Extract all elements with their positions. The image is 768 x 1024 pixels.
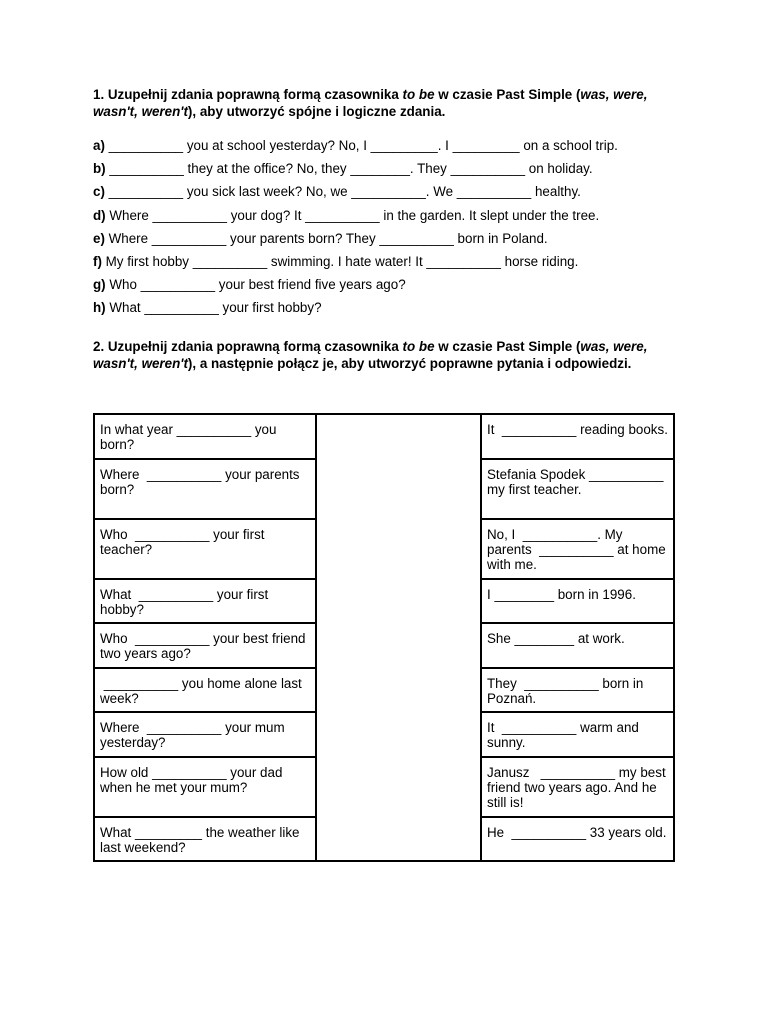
answer-cell bbox=[481, 459, 674, 519]
exercise1-heading bbox=[93, 86, 683, 120]
question-text: Who __________ your best friend two years ago? bbox=[100, 631, 310, 662]
question-cell bbox=[94, 623, 316, 668]
item-label: h) bbox=[93, 300, 106, 316]
ex2-heading-part: 2. Uzupełnij zdania poprawną formą czasownika bbox=[93, 338, 403, 354]
ex1-heading-part: w czasie Past Simple ( bbox=[434, 87, 581, 102]
answer-text: He __________ 33 years old. bbox=[487, 825, 667, 840]
list-item bbox=[93, 134, 683, 157]
answer-cell bbox=[481, 579, 674, 623]
list-item bbox=[93, 273, 683, 296]
item-text: Where __________ your parents born? They __________ born in Poland. bbox=[104, 230, 548, 246]
item-text: Who __________ your best friend five years ago? bbox=[105, 277, 406, 293]
answer-text: I ________ born in 1996. bbox=[487, 587, 636, 602]
exercise1-list bbox=[93, 134, 683, 320]
answer-text: It __________ reading books. bbox=[487, 422, 668, 437]
question-cell bbox=[94, 817, 316, 861]
item-text: __________ you sick last week? No, we __________. We __________ healthy. bbox=[104, 184, 581, 200]
ex2-heading-part: ), a następnie połącz je, aby utworzyć poprawne pytania i odpowiedzi. bbox=[187, 355, 632, 371]
answer-cell bbox=[481, 712, 674, 757]
worksheet bbox=[93, 86, 683, 372]
answer-cell bbox=[481, 414, 674, 459]
question-text: Where __________ your mum yesterday? bbox=[100, 720, 289, 751]
question-cell bbox=[94, 459, 316, 519]
item-label: d) bbox=[93, 207, 106, 223]
answer-text: It __________ warm and sunny. bbox=[487, 720, 643, 751]
ex2-heading-part: w czasie Past Simple ( bbox=[434, 338, 581, 354]
item-text: What __________ your first hobby? bbox=[105, 300, 322, 316]
item-label: a) bbox=[93, 138, 105, 153]
question-text: __________ you home alone last week? bbox=[100, 676, 306, 707]
answer-text: Stefania Spodek __________ my first teacher. bbox=[487, 467, 668, 498]
item-text: __________ you at school yesterday? No, I _________. I _________ on a school trip. bbox=[104, 138, 618, 153]
table-row bbox=[94, 414, 674, 459]
item-label: g) bbox=[93, 277, 106, 293]
answer-text: They __________ born in Poznań. bbox=[487, 676, 648, 707]
item-text: Where __________ your dog? It __________ in the garden. It slept under the tree. bbox=[105, 207, 600, 223]
answer-text: Janusz __________ my best friend two years ago. And he still is! bbox=[487, 765, 670, 811]
ex1-heading-part: 1. Uzupełnij zdania poprawną formą czasownika bbox=[93, 87, 403, 102]
ex2-heading-part: was, were, wasn't, weren't bbox=[93, 338, 648, 371]
question-cell bbox=[94, 712, 316, 757]
exercise2-heading bbox=[93, 338, 683, 372]
ex1-heading-part: was, were, wasn't, weren't bbox=[93, 87, 648, 119]
question-cell bbox=[94, 668, 316, 712]
question-cell bbox=[94, 519, 316, 579]
list-item bbox=[93, 180, 683, 203]
question-cell bbox=[94, 579, 316, 623]
question-text: What _________ the weather like last weekend? bbox=[100, 825, 304, 856]
question-cell bbox=[94, 414, 316, 459]
item-label: f) bbox=[93, 254, 102, 270]
question-text: Who __________ your first teacher? bbox=[100, 527, 269, 558]
answer-text: She ________ at work. bbox=[487, 631, 625, 646]
answer-text: No, I __________. My parents __________ at home with me. bbox=[487, 527, 670, 573]
list-item bbox=[93, 204, 683, 227]
ex1-heading-part: to be bbox=[402, 87, 435, 102]
question-text: How old __________ your dad when he met your mum? bbox=[100, 765, 287, 796]
list-item bbox=[93, 250, 683, 273]
answer-cell bbox=[481, 757, 674, 817]
ex2-heading-part: to be bbox=[402, 338, 435, 354]
list-item bbox=[93, 227, 683, 250]
answer-cell bbox=[481, 817, 674, 861]
answer-cell bbox=[481, 623, 674, 668]
question-text: In what year __________ you born? bbox=[100, 422, 281, 453]
matching-gap-column bbox=[316, 414, 481, 861]
list-item bbox=[93, 157, 683, 180]
ex1-heading-part: ), aby utworzyć spójne i logiczne zdania. bbox=[187, 104, 446, 119]
answer-cell bbox=[481, 668, 674, 712]
question-cell bbox=[94, 757, 316, 817]
item-label: c) bbox=[93, 184, 105, 200]
answer-cell bbox=[481, 519, 674, 579]
matching-table bbox=[93, 413, 675, 862]
item-text: My first hobby __________ swimming. I hate water! It __________ horse riding. bbox=[101, 254, 579, 270]
question-text: What __________ your first hobby? bbox=[100, 587, 272, 618]
question-text: Where __________ your parents born? bbox=[100, 467, 304, 498]
item-text: __________ they at the office? No, they ________. They __________ on holiday. bbox=[105, 161, 593, 177]
list-item bbox=[93, 296, 683, 319]
item-label: b) bbox=[93, 161, 106, 177]
item-label: e) bbox=[93, 230, 105, 246]
